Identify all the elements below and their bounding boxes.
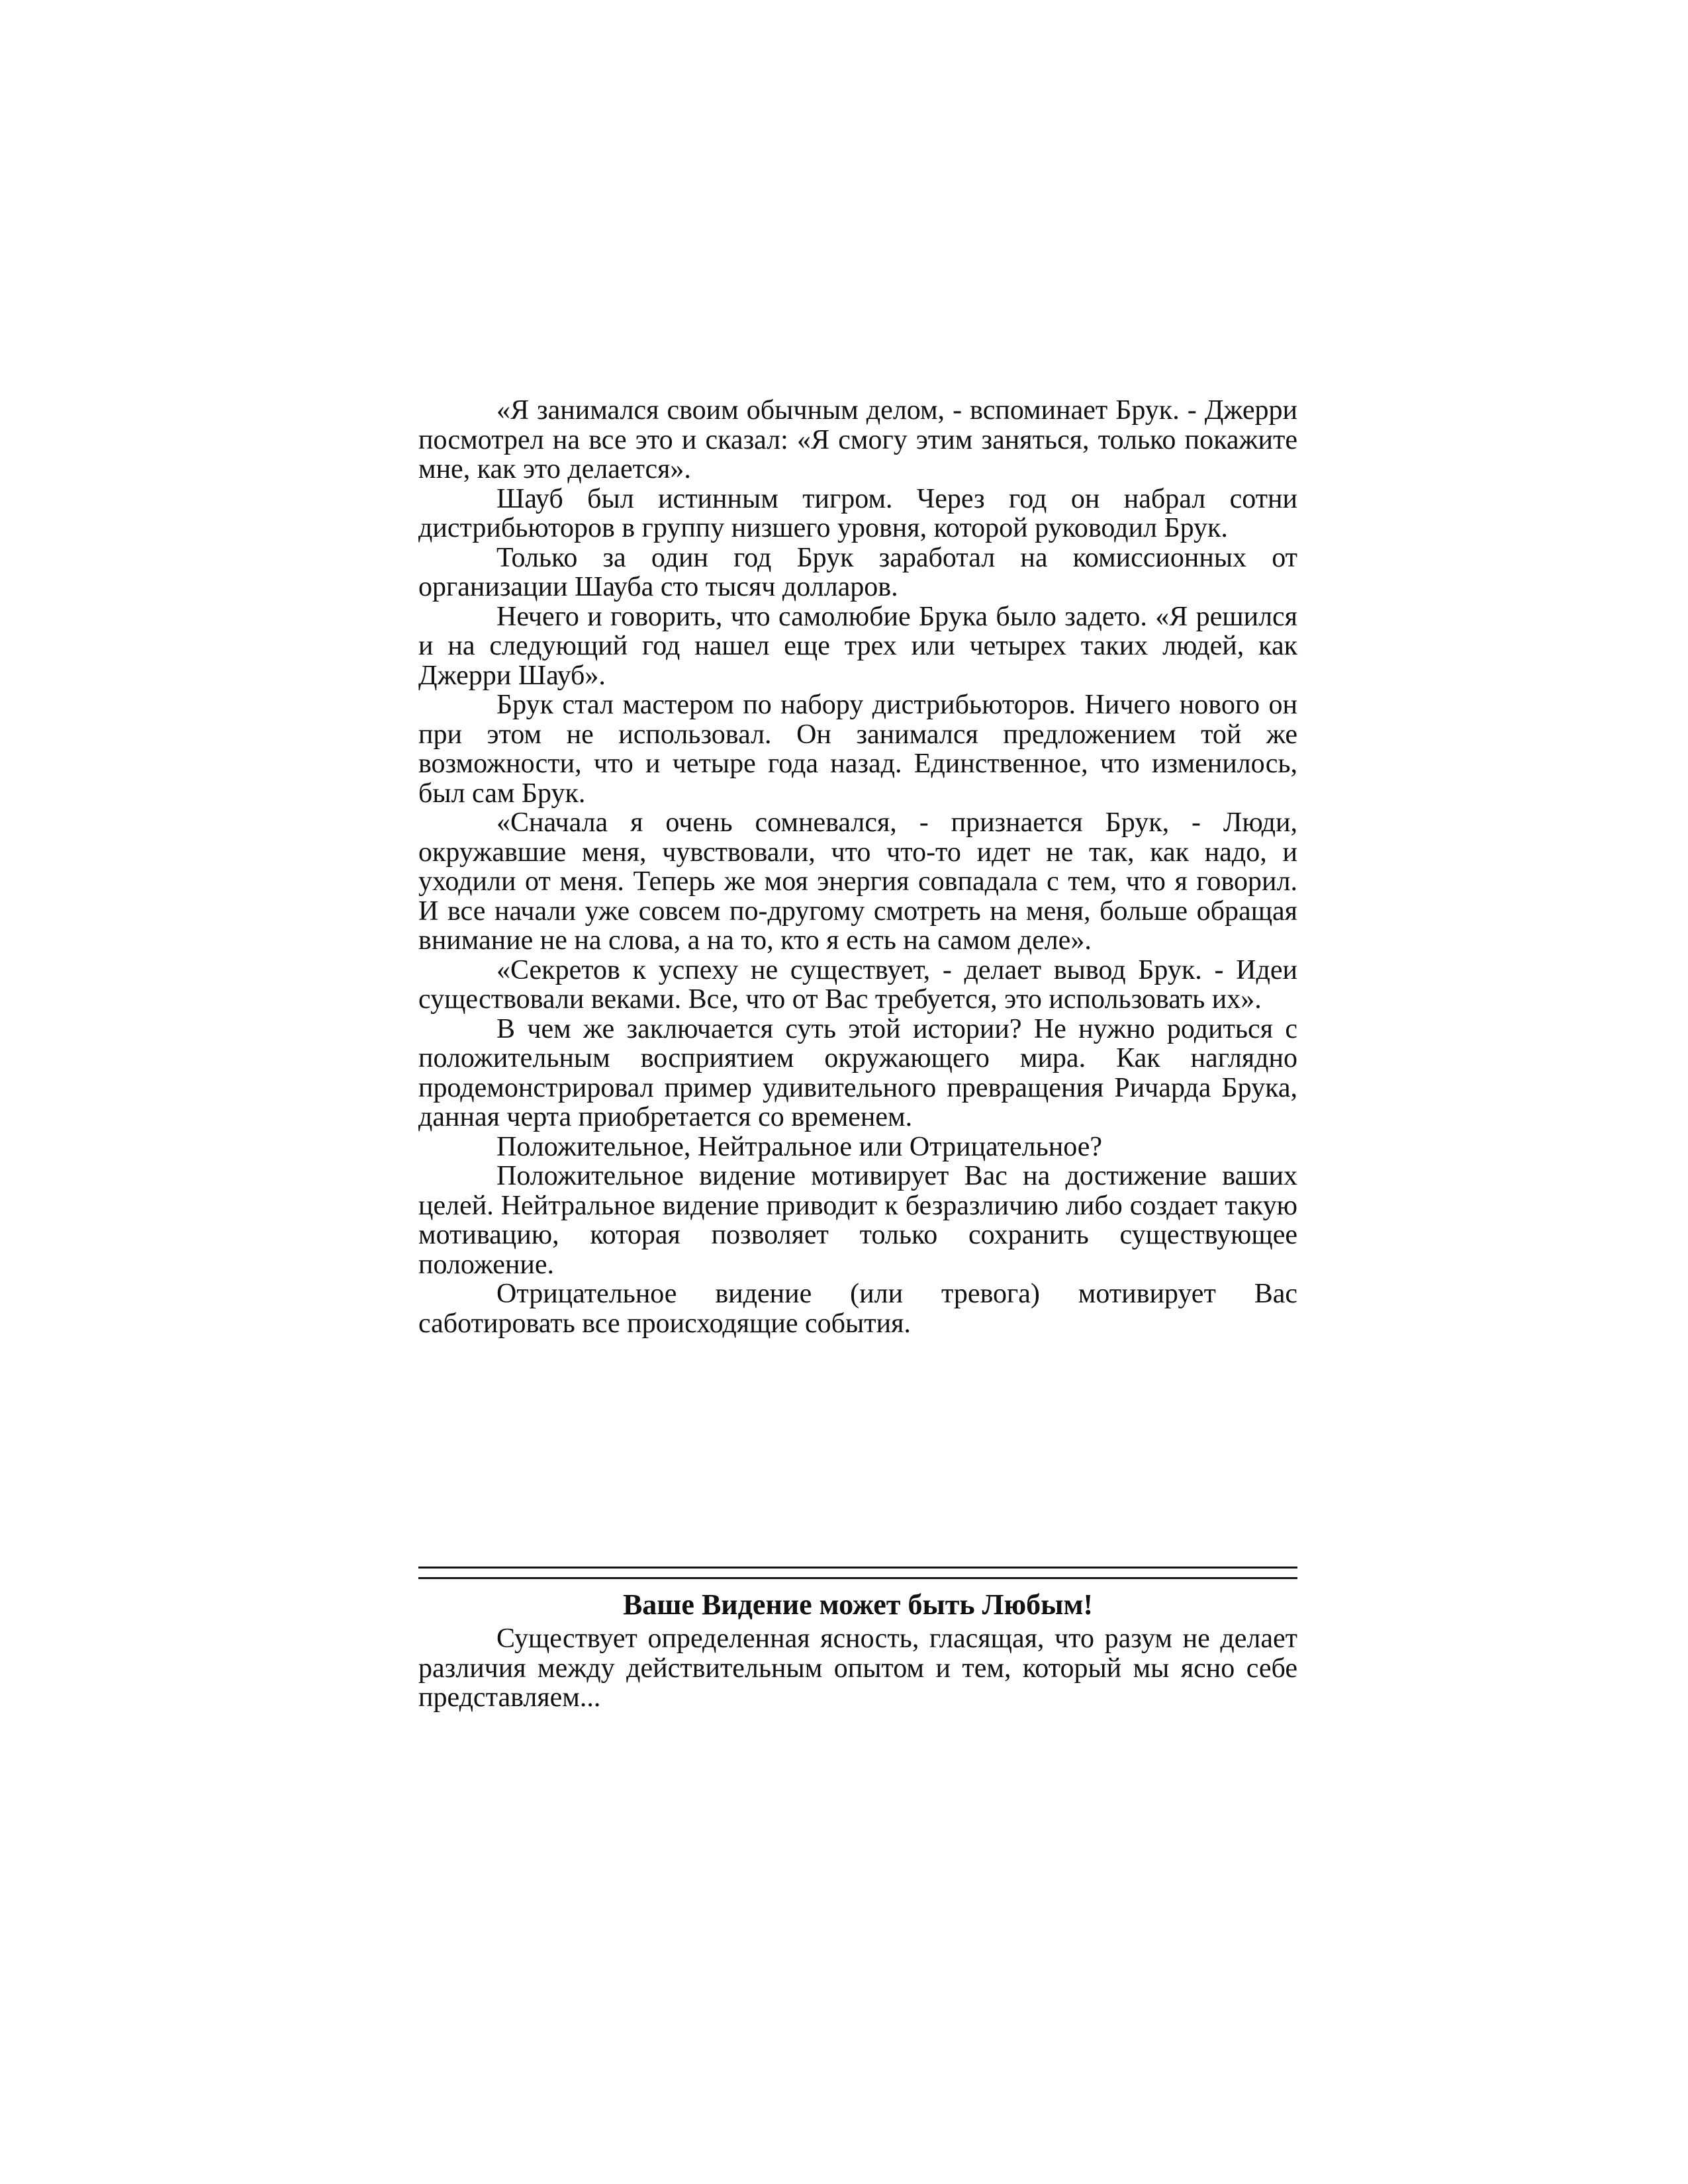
paragraph: Нечего и говорить, что самолюбие Брука было задето. «Я решился и на следующий год нашел еще трех или четырех таких людей, как Джерри Шауб». bbox=[418, 601, 1297, 691]
paragraph: Брук стал мастером по набору дистрибьюторов. Ничего нового он при этом не использовал. Он занимался предложением той же возможности, что и четыре года назад. Единственное, что изменилось, был сам Брук. bbox=[418, 690, 1297, 809]
paragraph: «Сначала я очень сомневался, - признается Брук, - Люди, окружавшие меня, чувствовали, что что-то идет не так, как надо, и уходили от меня. Теперь же моя энергия совпадала с тем, что я говорил. И все начали уже совсем по-другому смотреть на меня, больше обращая внимание не на слова, а на то, кто я есть на самом деле». bbox=[418, 807, 1297, 956]
article-body bbox=[418, 396, 1297, 1338]
teaser-body bbox=[418, 1624, 1297, 1713]
paragraph: Отрицательное видение (или тревога) мотивирует Вас саботировать все происходящие события. bbox=[418, 1279, 1297, 1339]
divider-line-bottom bbox=[418, 1577, 1297, 1579]
paragraph: Положительное видение мотивирует Вас на достижение ваших целей. Нейтральное видение приводит к безразличию либо создает такую мотивацию, которая позволяет только сохранить существующее положение. bbox=[418, 1161, 1297, 1280]
paragraph: Шауб был истинным тигром. Через год он набрал сотни дистрибьюторов в группу низшего уровня, которой руководил Брук. bbox=[418, 483, 1297, 543]
paragraph: «Я занимался своим обычным делом, - вспоминает Брук. - Джерри посмотрел на все это и сказал: «Я смогу этим заняться, только покажите мне, как это делается». bbox=[418, 395, 1297, 484]
divider-line-top bbox=[418, 1567, 1297, 1569]
teaser-title: Ваше Видение может быть Любым! bbox=[622, 1588, 1094, 1621]
subheading-paragraph: Положительное, Нейтральное или Отрицательное? bbox=[496, 1131, 1102, 1162]
paragraph: «Секретов к успеху не существует, - делает вывод Брук. - Идеи существовали веками. Все, что от Вас требуется, это использовать их». bbox=[418, 954, 1297, 1015]
teaser-paragraph: Существует определенная ясность, гласящая, что разум не делает различия между действительным опытом и тем, который мы ясно себе представляем... bbox=[418, 1623, 1297, 1713]
paragraph: Только за один год Брук заработал на комиссионных от организации Шауба сто тысяч долларов. bbox=[418, 542, 1297, 602]
paragraph: В чем же заключается суть этой истории? Не нужно родиться с положительным восприятием окружающего мира. Как наглядно продемонстрировал пример удивительного превращения Ричарда Брука, данная черта приобретается со временем. bbox=[418, 1013, 1297, 1132]
